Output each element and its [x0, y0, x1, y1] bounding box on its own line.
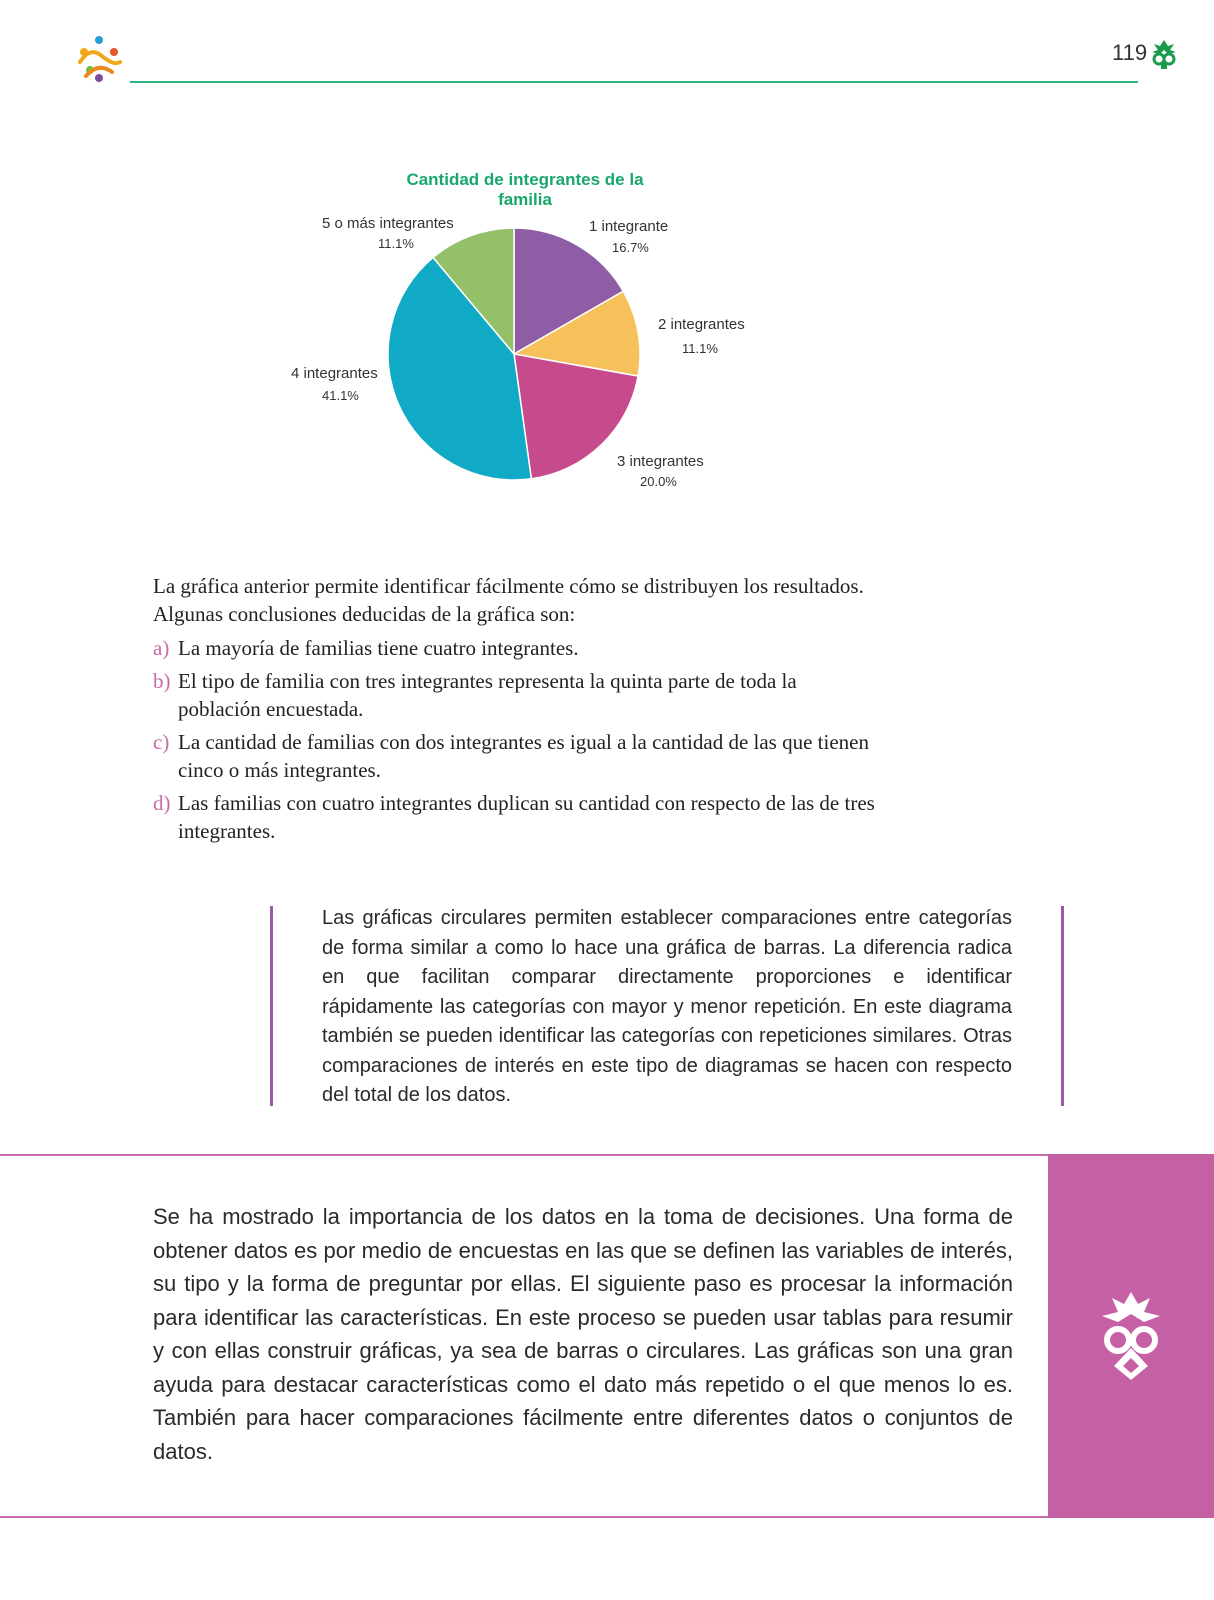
- conclusion-c: [153, 728, 878, 784]
- slice-pct-1: 16.7%: [612, 240, 649, 255]
- conclusion-letter: c): [153, 730, 170, 754]
- page-number: 119: [1112, 40, 1148, 65]
- summary-rule-bottom: [0, 1516, 1048, 1518]
- conclusion-letter: d): [153, 791, 171, 815]
- slice-label-1: 1 integrante: [589, 218, 669, 235]
- slice-label-3: 3 integrantes: [617, 453, 704, 470]
- pie-chart: [0, 0, 1214, 560]
- conclusion-text: Las familias con cuatro integrantes duplican su cantidad con respecto de las de tres integrantes.: [178, 791, 875, 843]
- slice-label-2: 2 integrantes: [658, 316, 745, 333]
- slice-pct-2: 11.1%: [682, 341, 718, 356]
- note-text: Las gráficas circulares permiten establecer comparaciones entre categorías de forma similar a como lo hace una gráfica de barras. La diferencia radica en que facilitan comparar directamente proporciones e identificar rápidamente las categorías con mayor y menor repetición. En este diagrama también se pueden identificar las categorías con repeticiones similares. Otras comparaciones de interés en este tipo de diagramas se hacen con respecto del total de los datos.: [322, 907, 1012, 1106]
- conclusion-text: La mayoría de familias tiene cuatro integrantes.: [178, 636, 579, 660]
- note-bar-left: [270, 906, 273, 1106]
- conclusion-letter: a): [153, 636, 170, 660]
- slice-label-5: 5 o más integrantes: [322, 215, 454, 232]
- summary-text: Se ha mostrado la importancia de los datos en la toma de decisiones. Una forma de obtener datos es por medio de encuestas en las que se definen las variables de interés, su tipo y la forma de preguntar por ellas. El siguiente paso es procesar la información para identificar las características. En este proceso se pueden usar tablas para resumir y con ellas construir gráficas, ya sea de barras o circulares. Las gráficas son una gran ayuda para destacar características como el dato más repetido o el que menos lo es. También para hacer comparaciones fácilmente entre diferentes datos o conjuntos de datos.: [153, 1204, 1013, 1464]
- conclusion-letter: b): [153, 669, 171, 693]
- conclusion-b: [153, 667, 878, 723]
- tree-emblem-icon: [1098, 1290, 1164, 1380]
- conclusion-a: [153, 634, 878, 662]
- note-bar-right: [1061, 906, 1064, 1106]
- conclusion-text: El tipo de familia con tres integrantes representa la quinta parte de toda la población encuestada.: [178, 669, 797, 721]
- conclusion-text: La cantidad de familias con dos integrantes es igual a la cantidad de las que tienen cinco o más integrantes.: [178, 730, 869, 782]
- slice-pct-5: 11.1%: [378, 236, 414, 251]
- conclusion-d: [153, 789, 878, 845]
- slice-label-4: 4 integrantes: [291, 365, 378, 382]
- slice-pct-3: 20.0%: [640, 474, 677, 489]
- chart-title: Cantidad de integrantes de la familia: [406, 170, 644, 209]
- intro-paragraph: La gráfica anterior permite identificar fácilmente cómo se distribuyen los resultados. Algunas conclusiones deducidas de la gráfica son:: [153, 574, 864, 626]
- slice-pct-4: 41.1%: [322, 388, 359, 403]
- summary-rule-top: [0, 1154, 1048, 1156]
